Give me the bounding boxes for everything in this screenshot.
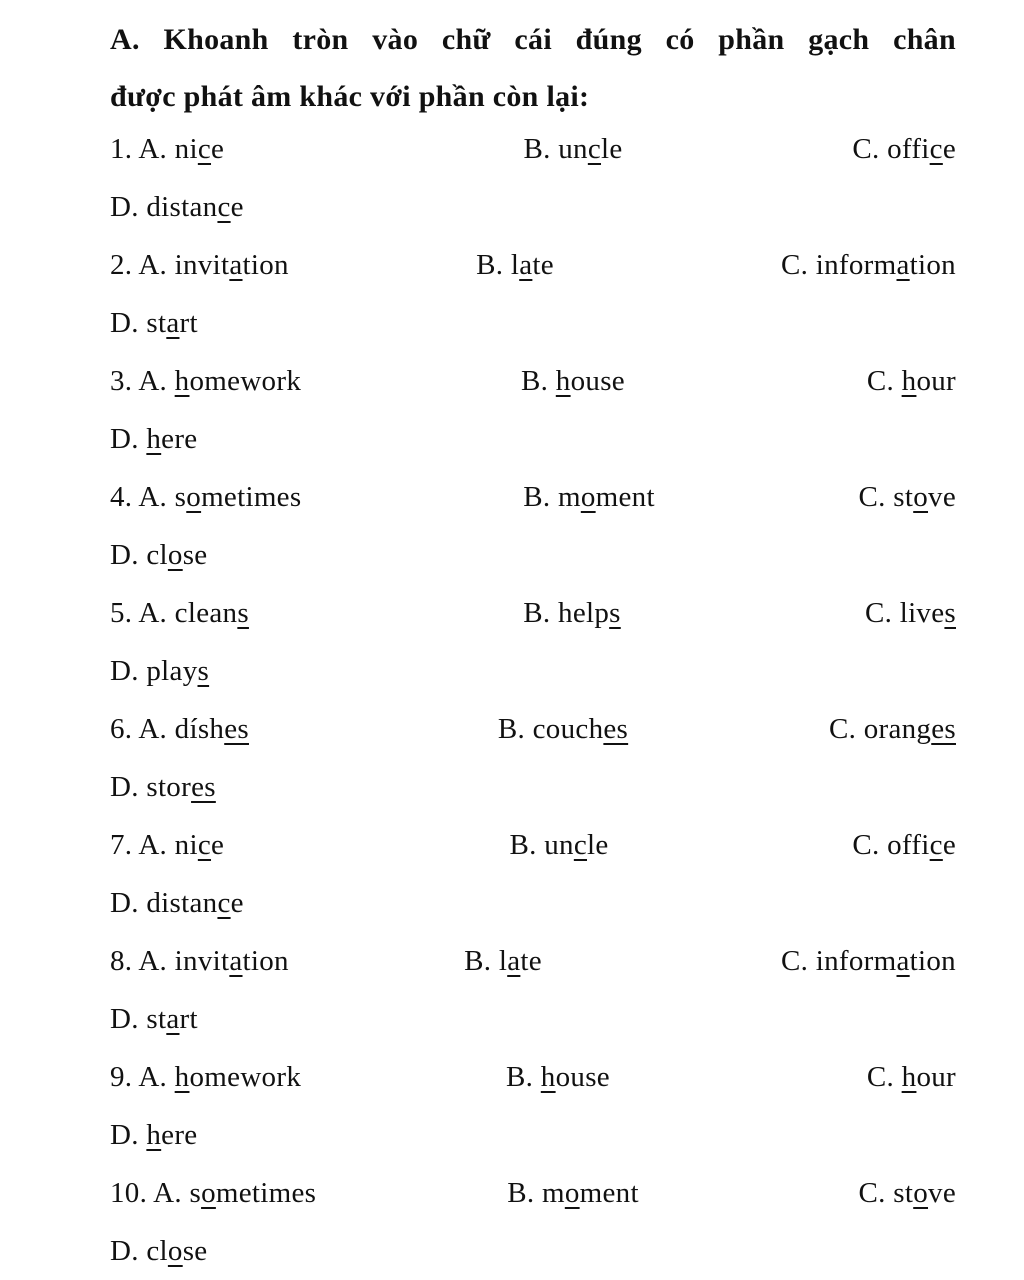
underlined-part: o [580,481,596,513]
question-number: 4. [110,481,133,513]
heading-word: chữ [441,23,491,56]
word-part: ere [161,1119,198,1151]
word-part: ni [174,829,198,861]
option-letter: D. [110,1119,139,1151]
option-a[interactable] [110,1048,301,1106]
underlined-part: a [896,945,910,977]
underlined-part: h [174,365,190,397]
option-d[interactable] [110,758,216,816]
underlined-part: o [167,1235,183,1267]
question-number: 1. [110,133,133,165]
options-row [110,1106,956,1164]
option-letter: B. [476,249,504,281]
word-part: offi [887,829,930,861]
word-part: ment [579,1177,639,1209]
option-letter: B. [523,133,551,165]
heading-word: phần [718,23,785,56]
option-a[interactable] [110,236,289,294]
question-number: 5. [110,597,133,629]
option-letter: D. [110,307,139,339]
underlined-part: c [587,133,602,165]
option-c[interactable] [829,700,956,758]
word-part: omework [189,1061,302,1093]
word-part: tion [242,249,289,281]
question-number: 3. [110,365,133,397]
option-letter: B. [464,945,492,977]
question-number: 9. [110,1061,133,1093]
question-list [110,120,956,1280]
underlined-part: s [944,597,956,629]
option-letter: D. [110,887,139,919]
option-letter: A. [138,1061,168,1093]
underlined-part: h [555,365,571,397]
question-item [110,700,956,816]
option-letter: C. [852,133,880,165]
word-part: e [942,829,956,861]
word-part: se [182,1235,208,1267]
heading-word: cái [514,23,552,56]
options-row [110,236,956,294]
underlined-part: o [913,481,929,513]
underlined-part: s [609,597,621,629]
underlined-part: h [901,365,917,397]
underlined-part: es [191,771,216,803]
option-c[interactable] [858,1164,956,1222]
underlined-part: a [166,307,180,339]
option-letter: A. [138,481,168,513]
word-part: our [916,365,956,397]
exercise-heading [110,18,956,120]
word-part: st [146,1003,167,1035]
option-c[interactable] [865,584,956,642]
option-a[interactable] [110,932,289,990]
option-d[interactable] [110,874,244,932]
question-item [110,352,956,468]
word-part: play [146,655,198,687]
underlined-part: c [217,887,231,919]
underlined-part: c [929,829,943,861]
option-letter: D. [110,1235,139,1267]
word-part: rt [179,307,198,339]
underlined-part: a [229,249,243,281]
option-letter: A. [138,249,168,281]
option-d[interactable] [110,410,197,468]
heading-word: A. [110,23,140,56]
word-part: e [211,133,225,165]
option-letter: C. [864,597,893,629]
option-letter: D. [110,539,139,571]
word-part: ve [928,481,956,513]
option-letter: B. [506,1061,534,1093]
question-item [110,236,956,352]
underlined-part: o [167,539,183,571]
option-letter: B. [523,597,551,629]
underlined-part: h [174,1061,190,1093]
word-part: ere [161,423,198,455]
word-part: cl [146,539,168,571]
option-letter: C. [866,365,895,397]
option-b[interactable] [498,700,628,758]
option-letter: A. [153,1177,182,1209]
heading-word: vào [372,23,419,56]
underlined-part: a [166,1003,180,1035]
option-a[interactable] [110,700,249,758]
question-number: 6. [110,713,133,745]
word-part: dísh [174,713,225,745]
options-row [110,1048,956,1106]
option-b[interactable] [523,120,622,178]
option-d[interactable] [110,178,244,236]
underlined-part: es [603,713,629,745]
underlined-part: a [519,249,533,281]
option-b[interactable] [464,932,542,990]
option-a[interactable] [110,816,224,874]
option-c[interactable] [852,816,956,874]
option-a[interactable] [110,120,224,178]
question-number: 7. [110,829,133,861]
question-item [110,932,956,1048]
underlined-part: h [146,423,162,455]
option-d[interactable] [110,1106,197,1164]
word-part: tion [909,945,956,977]
options-row [110,526,956,584]
word-part: l [510,249,520,281]
word-part: e [942,133,956,165]
option-letter: D. [110,191,139,223]
option-letter: C. [866,1061,895,1093]
word-part: inform [815,945,897,977]
heading-word: Khoanh [163,23,269,56]
word-part: ouse [555,1061,610,1093]
heading-word: có [665,23,695,56]
word-part: stor [146,771,192,803]
option-letter: C. [858,481,886,513]
option-letter: B. [507,1177,535,1209]
word-part: m [557,481,581,513]
question-item [110,1048,956,1164]
option-d[interactable] [110,294,198,352]
heading-word: tròn [292,23,349,56]
underlined-part: c [929,133,943,165]
options-row [110,352,956,410]
underlined-part: c [197,829,212,861]
option-d[interactable] [110,526,207,584]
underlined-part: o [201,1177,216,1209]
option-b[interactable] [476,236,554,294]
word-part: cl [146,1235,168,1267]
options-row [110,642,956,700]
option-letter: B. [523,481,551,513]
option-letter: C. [781,249,809,281]
option-letter: B. [521,365,549,397]
underlined-part: o [186,481,202,513]
word-part: un [544,829,574,861]
word-part: metimes [201,481,302,513]
options-row [110,700,956,758]
word-part: le [601,133,623,165]
word-part: e [230,191,244,223]
word-part: offi [887,133,930,165]
option-c[interactable] [781,236,956,294]
underlined-part: h [146,1119,162,1151]
underlined-part: o [564,1177,580,1209]
options-row [110,1222,956,1280]
option-b[interactable] [523,468,655,526]
option-letter: D. [110,655,139,687]
word-part: couch [532,713,604,745]
word-part: clean [174,597,238,629]
heading-word: chân [893,23,956,56]
option-c[interactable] [858,468,956,526]
option-a[interactable] [110,352,301,410]
word-part: e [211,829,225,861]
options-row [110,584,956,642]
word-part: rt [179,1003,198,1035]
underlined-part: h [540,1061,556,1093]
word-part: se [182,539,208,571]
heading-word: đúng [575,23,642,56]
question-number: 8. [110,945,133,977]
option-a[interactable] [110,1164,316,1222]
underlined-part: a [507,945,521,977]
word-part: st [893,481,914,513]
heading-line-1 [110,18,956,62]
options-row [110,178,956,236]
word-part: invit [174,249,230,281]
underlined-part: a [229,945,243,977]
options-row [110,1164,956,1222]
option-b[interactable] [523,584,621,642]
underlined-part: c [573,829,588,861]
option-d[interactable] [110,990,198,1048]
options-row [110,874,956,932]
option-b[interactable] [507,1164,639,1222]
question-item [110,468,956,584]
word-part: inform [815,249,897,281]
option-d[interactable] [110,1222,207,1280]
option-letter: B. [509,829,537,861]
option-b[interactable] [521,352,625,410]
option-c[interactable] [867,352,956,410]
word-part: st [893,1177,914,1209]
options-row [110,468,956,526]
question-item [110,1164,956,1280]
option-letter: C. [781,945,809,977]
option-letter: C. [828,713,857,745]
word-part: metimes [215,1177,317,1209]
option-letter: A. [138,829,168,861]
underlined-part: s [237,597,249,629]
option-b[interactable] [506,1048,610,1106]
question-number: 2. [110,249,133,281]
word-part: orang [863,713,932,745]
option-letter: B. [497,713,526,745]
option-letter: A. [138,365,168,397]
underlined-part: c [197,133,212,165]
word-part: distan [146,887,218,919]
word-part: our [916,1061,956,1093]
exercise-document [110,18,956,1280]
option-letter: D. [110,1003,139,1035]
word-part: ve [928,1177,956,1209]
option-letter: C. [858,1177,886,1209]
option-a[interactable] [110,584,249,642]
word-part: s [174,481,187,513]
option-letter: A. [138,597,168,629]
underlined-part: c [217,191,231,223]
word-part: tion [242,945,289,977]
options-row [110,294,956,352]
word-part: ment [595,481,655,513]
word-part: distan [146,191,218,223]
word-part: le [587,829,609,861]
underlined-part: a [896,249,910,281]
option-letter: D. [110,423,139,455]
option-c[interactable] [867,1048,956,1106]
option-b[interactable] [509,816,608,874]
word-part: ni [174,133,198,165]
option-letter: A. [138,133,168,165]
word-part: te [520,945,542,977]
option-letter: C. [852,829,880,861]
options-row [110,758,956,816]
word-part: te [532,249,554,281]
word-part: ouse [570,365,625,397]
underlined-part: es [931,713,956,745]
word-part: un [558,133,588,165]
question-item [110,584,956,700]
option-c[interactable] [852,120,956,178]
question-item [110,120,956,236]
word-part: e [230,887,244,919]
option-a[interactable] [110,468,301,526]
option-c[interactable] [781,932,956,990]
underlined-part: es [224,713,249,745]
word-part: invit [174,945,230,977]
options-row [110,410,956,468]
word-part: s [189,1177,202,1209]
options-row [110,990,956,1048]
heading-line-2: được phát âm khác với phần còn lại: [110,80,590,113]
word-part: live [899,597,945,629]
word-part: m [541,1177,565,1209]
underlined-part: o [913,1177,929,1209]
question-number: 10. [110,1177,148,1209]
option-letter: A. [138,713,168,745]
word-part: help [558,597,610,629]
options-row [110,120,956,178]
word-part: omework [189,365,302,397]
option-d[interactable] [110,642,209,700]
underlined-part: s [197,655,210,687]
options-row [110,932,956,990]
option-letter: A. [138,945,168,977]
heading-word: gạch [808,23,870,56]
word-part: tion [909,249,956,281]
option-letter: D. [110,771,139,803]
word-part: l [498,945,508,977]
question-item [110,816,956,932]
underlined-part: h [901,1061,917,1093]
options-row [110,816,956,874]
word-part: st [146,307,167,339]
